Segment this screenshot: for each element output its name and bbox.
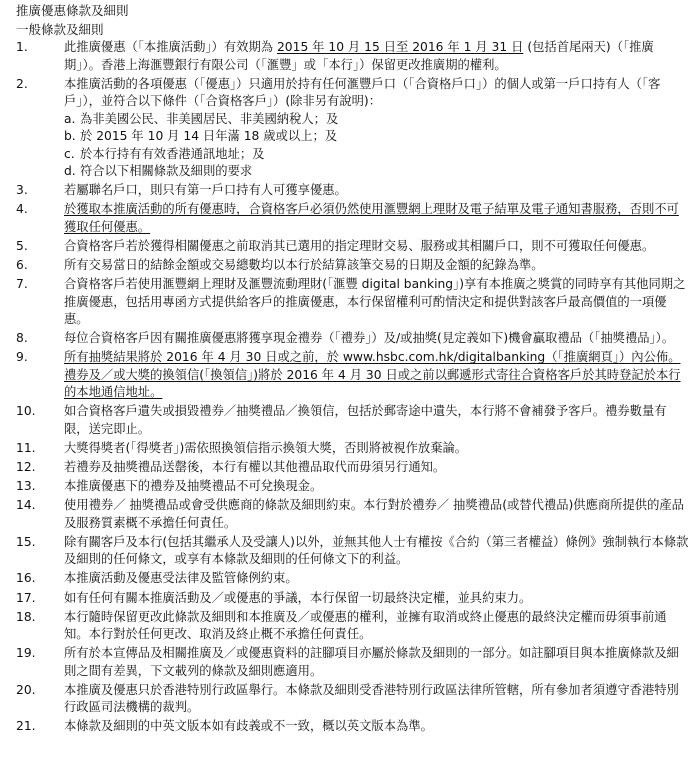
term-number: 4.: [16, 202, 28, 217]
term-text: [64, 257, 690, 275]
term-text: [64, 201, 690, 236]
term-item: [16, 238, 690, 256]
term-item: [16, 478, 690, 496]
underlined-text: 所有抽獎結果將於 2016 年 4 月 30 日或之前，於 www.hsbc.com.hk/digitalbanking（「推廣網頁」）內公佈。禮券及／或大獎的換領信(「換領信」)將於 2016 年 4 月 30 日或之前以郵遞形式寄往合資格客戶於其時登記於本行的本地通信地址。: [64, 350, 681, 400]
condition-text: 於本行持有有效香港通訊地址；及: [80, 146, 265, 161]
condition-letter: b.: [64, 129, 76, 144]
term-number: 14.: [16, 498, 36, 513]
term-text: [64, 534, 690, 569]
term-number: 7.: [16, 277, 28, 292]
term-text-part: 本推廣優惠下的禮券及抽獎禮品不可兌換現金。: [64, 479, 323, 494]
condition-text: 於 2015 年 10 月 14 日年滿 18 歲或以上；及: [80, 129, 338, 144]
term-text-part: 大獎得獎者(「得獎者」)需依照換領信指示換領大獎，否則將被視作放棄論。: [64, 440, 468, 455]
underlined-text: 於獲取本推廣活動的所有優惠時，合資格客戶必須仍然使用滙豐網上理財及電子結單及電子通知書服務，否則不可獲取任何優惠。: [64, 202, 679, 234]
condition-item: [64, 163, 690, 181]
term-number: 9.: [16, 350, 28, 365]
term-number: 10.: [16, 404, 36, 419]
term-text-part: 除有關客戶及本行(包括其繼承人及受讓人)以外，並無其他人士有權按《合約（第三者權益）條例》強制執行本條款及細則的任何條文，或享有本條款及細則的任何條文下的利益。: [64, 534, 689, 567]
term-item: [16, 440, 690, 458]
term-item: [16, 570, 690, 588]
term-number: 19.: [16, 646, 36, 661]
term-text: [64, 718, 690, 736]
term-number: 5.: [16, 238, 28, 253]
term-number: 15.: [16, 534, 36, 549]
term-text: [64, 349, 690, 402]
term-text-part: 使用禮券／ 抽獎禮品或會受供應商的條款及細則約束。本行對於禮券／ 抽獎禮品(或替代禮品)供應商所提供的產品及服務質素概不承擔任何責任。: [64, 498, 684, 530]
term-item: [16, 590, 690, 608]
condition-item: [64, 111, 690, 129]
term-text-part: 合資格客戶若於獲得相關優惠之前取消其已選用的指定理財交易、服務或其相關戶口，則不可獲取任何優惠。: [64, 238, 655, 253]
term-text: [64, 478, 690, 496]
term-text-part: 若屬聯名戶口，則只有第一戶口持有人可獲享優惠。: [64, 183, 347, 198]
term-text: [64, 238, 690, 256]
term-text: [64, 403, 690, 438]
term-text: [64, 182, 690, 200]
term-number: 21.: [16, 719, 36, 734]
term-item: [16, 403, 690, 438]
term-item: [16, 459, 690, 477]
term-number: 1.: [16, 40, 28, 54]
term-text-part: 本推廣活動及優惠受法律及監管條例約束。: [64, 571, 298, 586]
term-text-part: 如合資格客戶遺失或損毀禮券／抽獎禮品／換領信，包括於郵寄途中遺失，本行將不會補發予客戶。禮券數量有限，送完即止。: [64, 404, 667, 436]
underlined-text: 2015 年 10 月 15 日至 2016 年 1 月 31 日: [276, 40, 524, 54]
condition-text: 符合以下相關條款及細則的要求: [80, 164, 253, 179]
term-number: 6.: [16, 257, 28, 272]
term-text: [64, 440, 690, 458]
term-text-part: 本推廣及優惠只於香港特別行政區舉行。本條款及細則受香港特別行政區法律所管轄，所有參加者須遵守香港特別行政區司法機構的裁判。: [64, 682, 679, 715]
term-text: [64, 609, 690, 644]
term-text-part: (包括首尾兩天)（「推廣期」）。香港上海滙豐銀行有限公司（「滙豐」或「本行」）保留更改推廣期的權利。: [64, 40, 654, 72]
term-text: [64, 570, 690, 588]
term-text: [64, 330, 690, 348]
terms-list: [16, 39, 690, 736]
condition-text: 為非美國公民、非美國居民、非美國納稅人；及: [80, 111, 339, 126]
term-text: [64, 459, 690, 477]
term-text-part: 若禮券及抽獎禮品送罄後，本行有權以其他禮品取代而毋須另行通知。: [64, 460, 446, 475]
term-text-part: 合資格客戶若使用滙豐網上理財及滙豐流動理財(「滙豐 digital banking」)享有本推廣之獎賞的同時享有其他同期之推廣優惠，包括用專函方式提供給客戶的推廣優惠，本行保留權利可酌情決定和提供對該客戶最高價值的一項優惠。: [64, 277, 686, 327]
term-number: 11.: [16, 440, 36, 455]
term-item: [16, 718, 690, 736]
term-number: 2.: [16, 76, 28, 91]
term-item: [16, 609, 690, 644]
term-item: [16, 201, 690, 236]
term-item: [16, 182, 690, 200]
term-number: 20.: [16, 682, 36, 697]
term-number: 18.: [16, 609, 36, 624]
term-item: [16, 330, 690, 348]
term-text: [64, 39, 690, 74]
term-text-part: 如有任何有關本推廣活動及／或優惠的爭議，本行保留一切最終決定權，並具約束力。: [64, 590, 532, 605]
condition-letter: a.: [64, 111, 76, 126]
term-text-part: 本行隨時保留更改此條款及細則和本推廣及／或優惠的權利，並擁有取消或終止優惠的最終決定權而毋須事前通知。本行對於任何更改、取消及終止概不承擔任何責任。: [64, 609, 667, 642]
term-text-part: 本推廣活動的各項優惠（「優惠」）只適用於持有任何滙豐戶口（「合資格戶口」）的個人或第一戶口持有人（「客戶」），並符合以下條件（「合資格客戶」）(除非另有說明)：: [64, 76, 661, 109]
term-text-part: 本條款及細則的中英文版本如有歧義或不一致，概以英文版本為準。: [64, 719, 433, 734]
term-number: 13.: [16, 479, 36, 494]
document-title: 推廣優惠條款及細則: [16, 3, 129, 18]
condition-item: [64, 128, 690, 146]
term-text: [64, 590, 690, 608]
term-text: [64, 682, 690, 717]
term-text-part: 每位合資格客戶因有關推廣優惠將獲享現金禮券（「禮券」）及/或抽獎(見定義如下)機會贏取禮品（「抽獎禮品」）。: [64, 331, 675, 346]
term-number: 3.: [16, 183, 28, 198]
term-item: [16, 276, 690, 329]
term-text: [64, 276, 690, 329]
term-item: [16, 682, 690, 717]
condition-letter: d.: [64, 164, 76, 179]
term-text-part: 所有於本宣傳品及相關推廣及／或優惠資料的註腳項目亦屬於條款及細則的一部分。如註腳項目與本推廣條款及細則之間有差異，下文載列的條款及細則應適用。: [64, 646, 679, 678]
term-number: 12.: [16, 460, 36, 475]
term-item: [16, 39, 690, 74]
term-item: [16, 497, 690, 532]
term-number: 8.: [16, 331, 28, 346]
term-text-part: 此推廣優惠（「本推廣活動」）有效期為: [64, 40, 277, 54]
term-item: [16, 645, 690, 680]
term-text-part: 所有交易當日的結餘金額或交易總數均以本行於結算該筆交易的日期及金額的紀錄為準。: [64, 257, 544, 272]
term-item: [16, 76, 690, 181]
condition-sublist: [64, 111, 690, 181]
term-item: [16, 349, 690, 402]
term-text: [64, 645, 690, 680]
term-text: [64, 497, 690, 532]
term-number: 16.: [16, 571, 36, 586]
term-item: [16, 257, 690, 275]
condition-item: [64, 146, 690, 164]
term-item: [16, 534, 690, 569]
section-heading: 一般條款及細則: [16, 22, 104, 37]
term-number: 17.: [16, 590, 36, 605]
term-text: [64, 76, 690, 111]
condition-letter: c.: [64, 146, 75, 161]
